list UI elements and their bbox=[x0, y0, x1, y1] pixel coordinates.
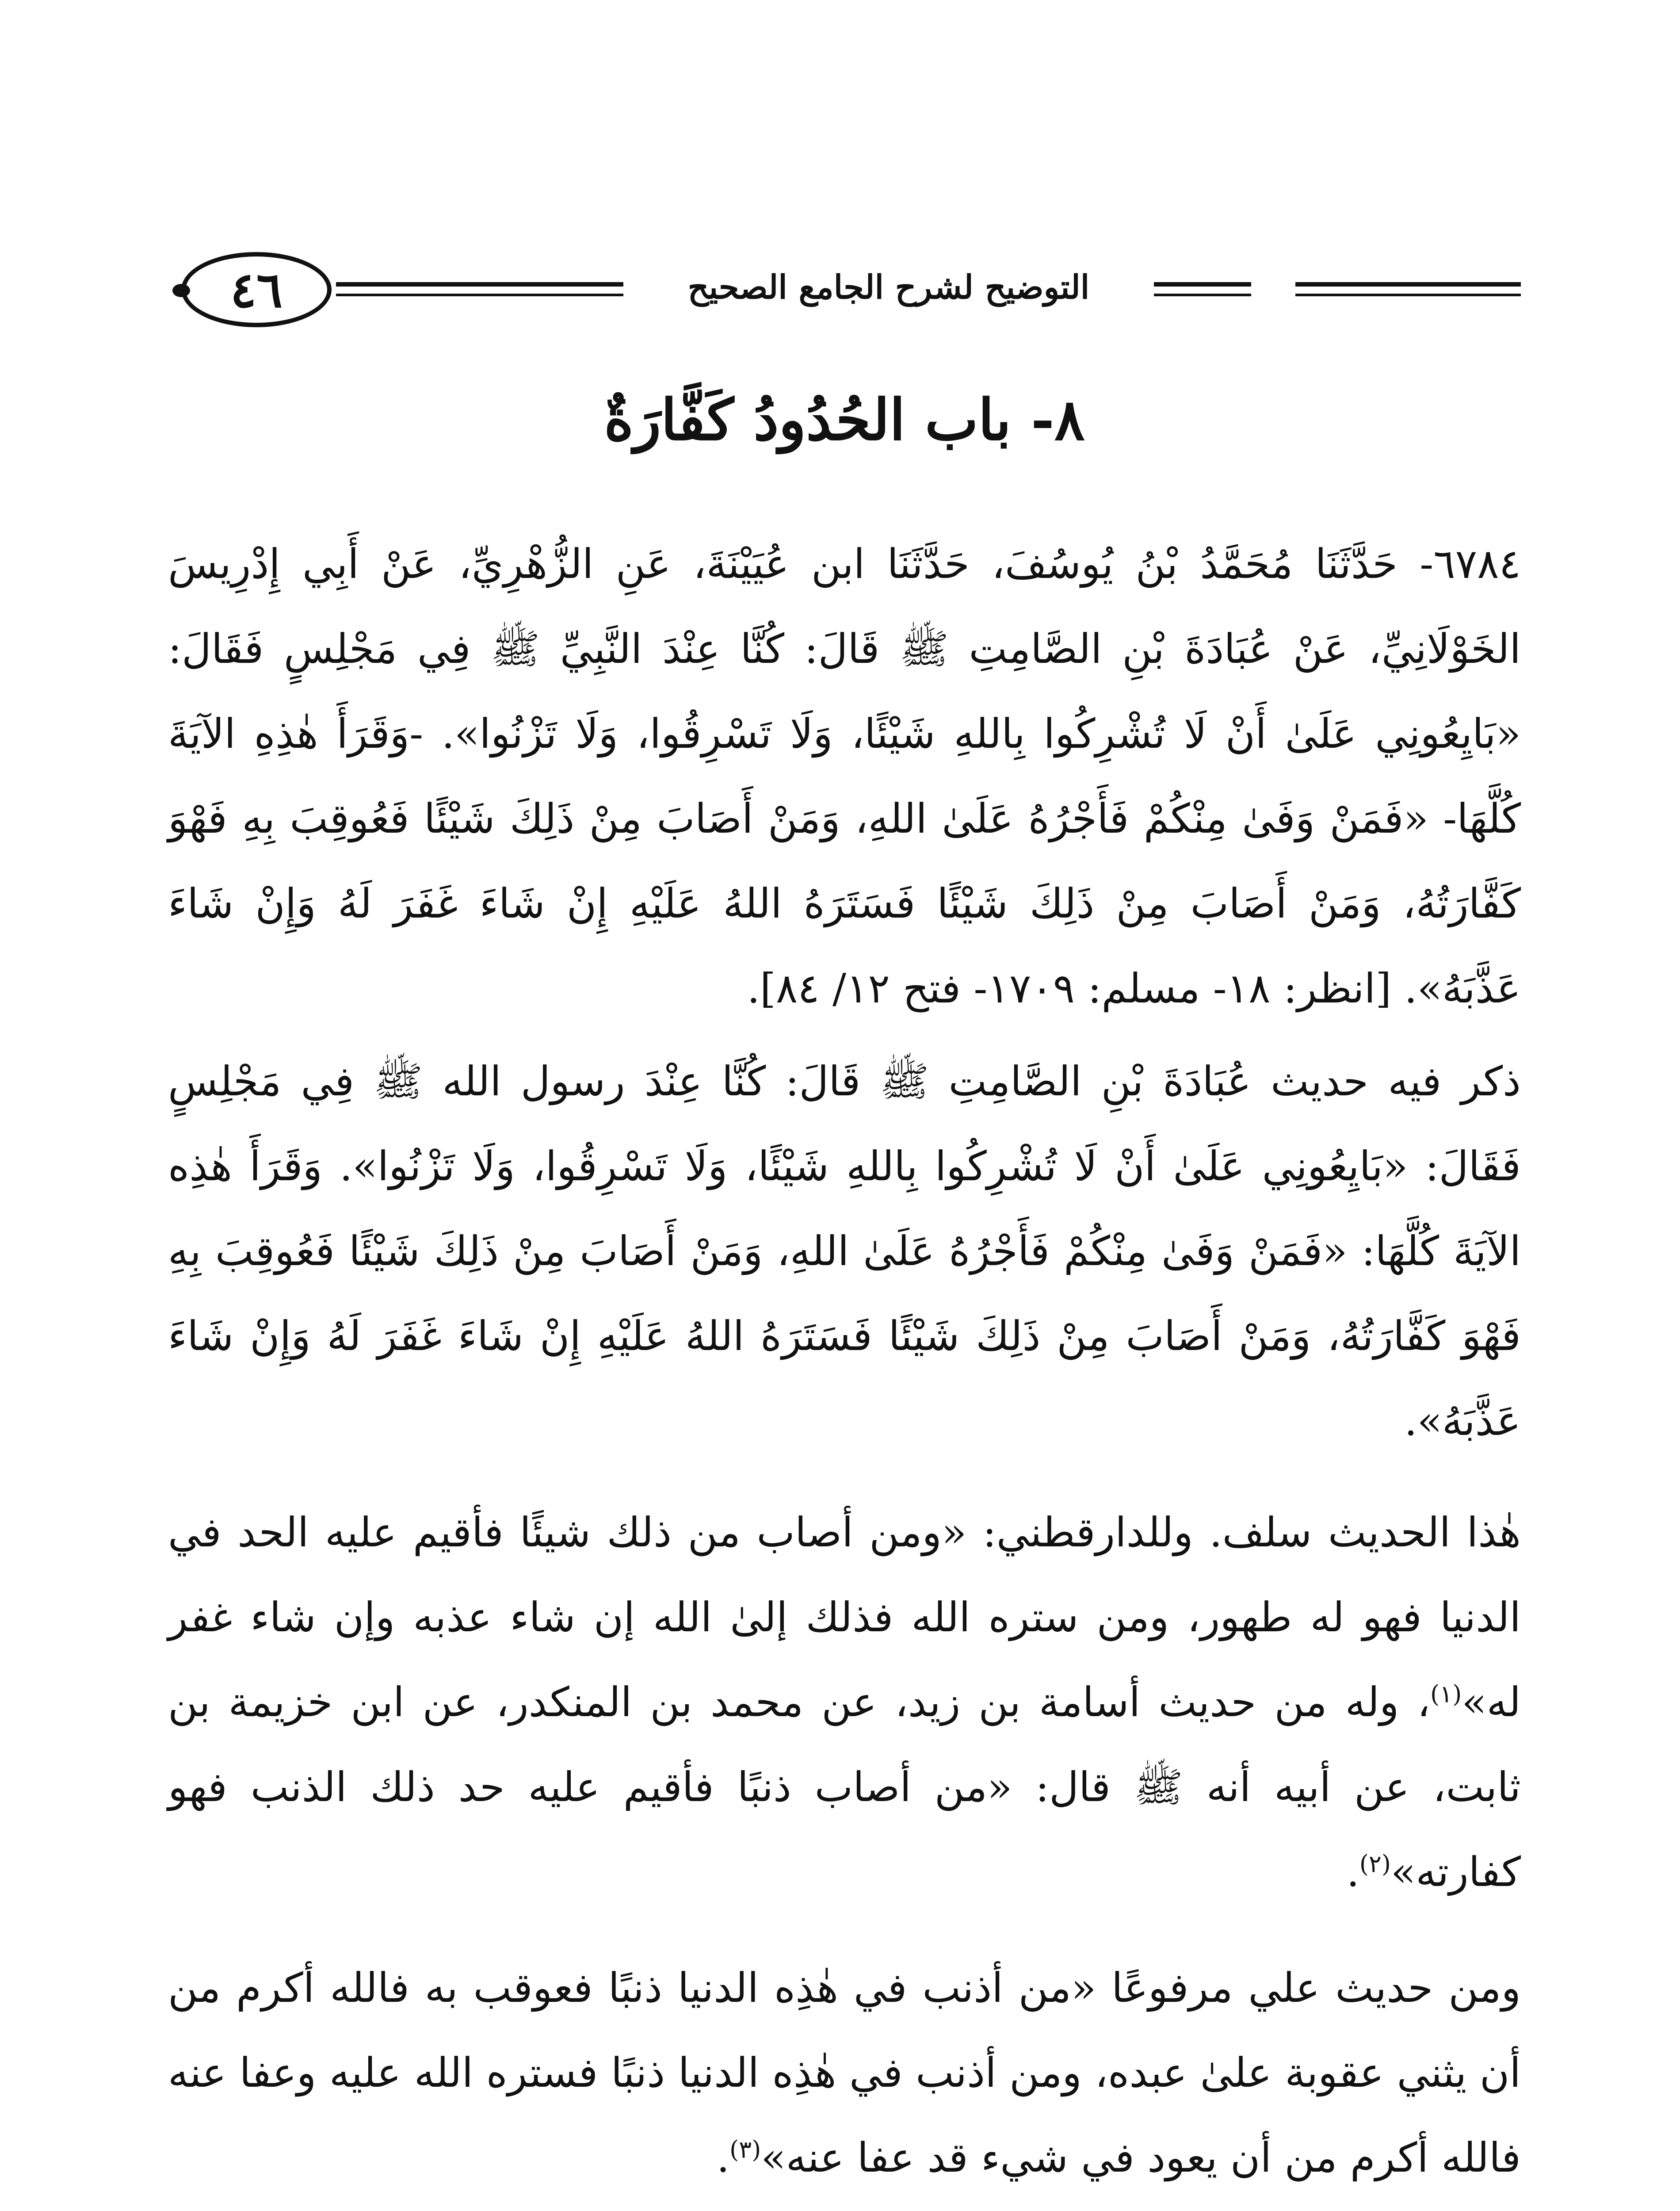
header-rule-left bbox=[336, 282, 623, 287]
hadith-paragraph: ٦٧٨٤- حَدَّثَنَا مُحَمَّدُ بْنُ يُوسُفَ، حَدَّثَنَا ابن عُيَيْنَةَ، عَنِ الزُّهْرِيِّ، عَنْ أَبِي إِدْرِيسَ الخَوْلَانِيِّ، عَنْ عُبَادَةَ بْنِ الصَّامِتِ ﷺ قَالَ: كُنَّا عِنْدَ النَّبِيِّ ﷺ فِي مَجْلِسٍ فَقَالَ: «بَايِعُونِي عَلَىٰ أَنْ لَا تُشْرِكُوا بِاللهِ شَيْئًا، وَلَا تَسْرِقُوا، وَلَا تَزْنُوا». -وَقَرَأَ هٰذِهِ الآيَةَ كُلَّهَا- «فَمَنْ وَفَىٰ مِنْكُمْ فَأَجْرُهُ عَلَىٰ اللهِ، وَمَنْ أَصَابَ مِنْ ذَلِكَ شَيْئًا فَعُوقِبَ بِهِ فَهْوَ كَفَّارَتُهُ، وَمَنْ أَصَابَ مِنْ ذَلِكَ شَيْئًا فَسَتَرَهُ اللهُ عَلَيْهِ إِنْ شَاءَ غَفَرَ لَهُ وَإِنْ شَاءَ عَذَّبَهُ». [انظر: ١٨- مسلم: ١٧٠٩- فتح ١٢/ ٨٤]. bbox=[168, 540, 1521, 1012]
chapter-title: ٨- باب الحُدُودُ كَفَّارَةٌ bbox=[604, 387, 1085, 453]
ali-hadith-end: . bbox=[716, 2134, 730, 2181]
ali-hadith-text: ومن حديث علي مرفوعًا «من أذنب في هٰذِه الدنيا ذنبًا فعوقب به فالله أكرم من أن يثني عقوبة علىٰ عبده، ومن أذنب في هٰذِه الدنيا ذنبًا فستره الله عليه وعفا عنه فالله أكرم من أن يعود في شيء قد عفا عنه» bbox=[168, 1964, 1521, 2181]
header-rule-middle-2 bbox=[1154, 294, 1251, 296]
daraqutni-paragraph bbox=[168, 1490, 1521, 1919]
page-number: ٤٦ bbox=[181, 252, 332, 327]
footnote-ref-3[interactable]: (٣) bbox=[729, 2135, 761, 2164]
commentary-paragraph: ذكر فيه حديث عُبَادَةَ بْنِ الصَّامِتِ ﷺ قَالَ: كُنَّا عِنْدَ رسول الله ﷺ فِي مَجْلِسٍ فَقَالَ: «بَايِعُونِي عَلَىٰ أَنْ لَا تُشْرِكُوا بِاللهِ شَيْئًا، وَلَا تَسْرِقُوا، وَلَا تَزْنُوا». وَقَرَأَ هٰذِه الآيَةَ كُلَّهَا: «فَمَنْ وَفَىٰ مِنْكُمْ فَأَجْرُهُ عَلَىٰ اللهِ، وَمَنْ أَصَابَ مِنْ ذَلِكَ شَيْئًا فَعُوقِبَ بِهِ فَهْوَ كَفَّارَتُهُ، وَمَنْ أَصَابَ مِنْ ذَلِكَ شَيْئًا فَسَتَرَهُ اللهُ عَلَيْهِ إِنْ شَاءَ غَفَرَ لَهُ وَإِنْ شَاءَ عَذَّبَهُ». bbox=[168, 1058, 1521, 1445]
running-title: التوضيح لشرح الجامع الصحيح bbox=[687, 268, 1090, 306]
header-rule-right bbox=[1295, 282, 1521, 287]
running-header bbox=[168, 248, 1521, 336]
daraqutni-end: . bbox=[1346, 1848, 1359, 1896]
footnote-ref-1[interactable]: (١) bbox=[1430, 1680, 1462, 1708]
header-rule-left-2 bbox=[336, 294, 623, 296]
header-rule-middle bbox=[1154, 282, 1251, 287]
footnote-ref-2[interactable]: (٢) bbox=[1359, 1850, 1391, 1878]
ali-hadith-paragraph bbox=[168, 1946, 1521, 2202]
daraqutni-text: هٰذا الحديث سلف. وللدارقطني: «ومن أصاب من ذلك شيئًا فأقيم عليه الحد في الدنيا فهو له طهور، ومن ستره الله فذلك إلىٰ الله إن شاء عذبه وإن شاء غفر له» bbox=[168, 1509, 1521, 1726]
daraqutni-text-2: ، وله من حديث أسامة بن زيد، عن محمد بن المنكدر، عن ابن خزيمة بن ثابت، عن أبيه أنه ﷺ قال: «من أصاب ذنبًا فأقيم عليه حد ذلك الذنب فهو كفارته» bbox=[168, 1679, 1521, 1896]
header-rule-right-2 bbox=[1295, 294, 1521, 296]
